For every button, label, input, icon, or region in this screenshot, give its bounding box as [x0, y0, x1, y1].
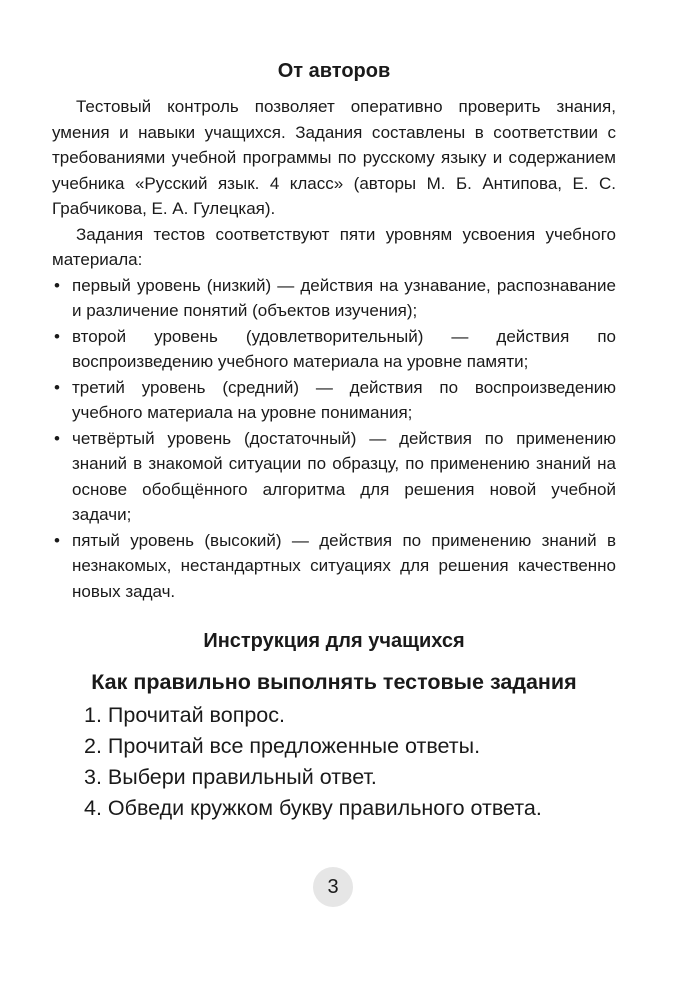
page-number: 3: [313, 867, 353, 907]
list-item: [52, 273, 616, 324]
intro-paragraph: Тестовый контроль позволяет оперативно проверить знания, умения и навыки учащихся. Задания составлены в соответствии с требованиями учебной программы по русскому языку и содержанием учебника «Русский язык. 4 класс» (авторы М. Б. Антипова, Е. С. Грабчикова, Е. А. Гулецкая).: [52, 97, 616, 218]
bullet: •: [54, 326, 60, 346]
bullet: •: [54, 275, 60, 295]
list-item: [52, 324, 616, 375]
instructions-heading: Инструкция для учащихся: [203, 630, 465, 652]
bullet: •: [54, 377, 60, 397]
authors-heading: От авторов: [277, 60, 391, 82]
level-text: второй уровень (удовлетворительный) — действия по воспроизведению учебного материала на уровне памяти;: [72, 326, 616, 371]
bullet: •: [54, 530, 60, 550]
levels-intro-paragraph: Задания тестов соответствуют пяти уровням усвоения учебного материала:: [52, 224, 616, 269]
list-item: [52, 426, 616, 528]
levels-list: [52, 273, 616, 605]
list-item: [52, 375, 616, 426]
step-item: 3. Выбери правильный ответ.: [84, 765, 377, 789]
list-item: [52, 528, 616, 605]
steps-list: [52, 700, 616, 824]
level-text: третий уровень (средний) — действия по воспроизведению учебного материала на уровне понимания;: [72, 377, 616, 422]
step-item: 1. Прочитай вопрос.: [84, 703, 285, 727]
step-item: 2. Прочитай все предложенные ответы.: [84, 734, 481, 758]
level-text: первый уровень (низкий) — действия на узнавание, распознавание и различение понятий (объектов изучения);: [72, 275, 616, 320]
page-content: [52, 58, 616, 824]
bullet: •: [54, 428, 60, 448]
step-item: 4. Обведи кружком букву правильного ответа.: [84, 796, 542, 820]
level-text: пятый уровень (высокий) — действия по применению знаний в незнакомых, нестандартных ситуациях для решения качественно новых задач.: [72, 530, 616, 601]
instructions-subheading: Как правильно выполнять тестовые задания: [91, 670, 577, 694]
level-text: четвёртый уровень (достаточный) — действия по применению знаний в знакомой ситуации по образцу, по применению знаний на основе обобщённого алгоритма для решения новой учебной задачи;: [72, 428, 616, 524]
